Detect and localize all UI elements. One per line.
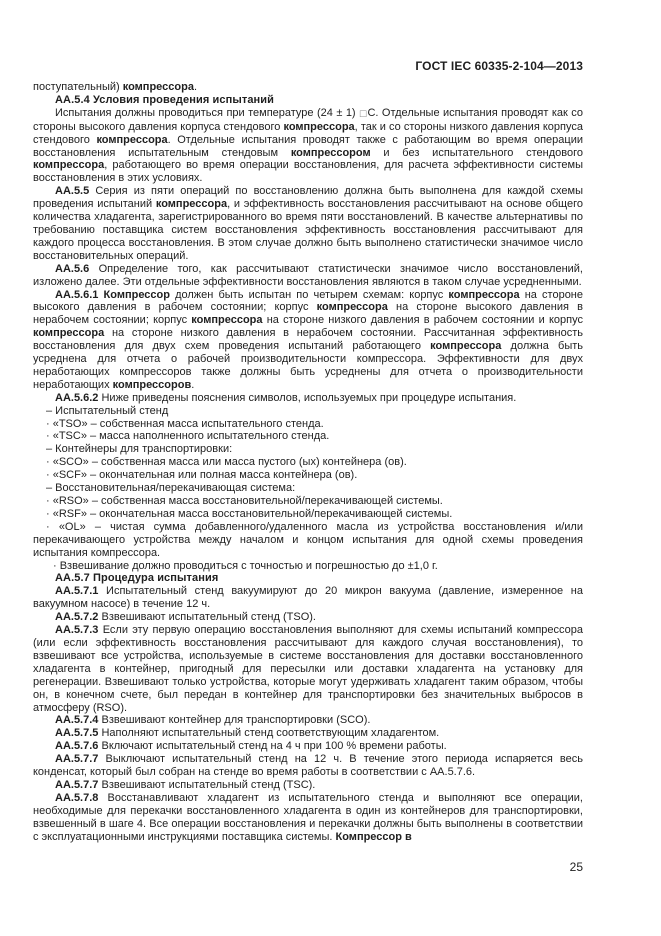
paragraph: АА.5.7.7 Выключают испытательный стенд на 12 ч. В течение этого периода испаряется весь конденсат, который был собран на стенде во время работы в соответствии с АА.5.7.6. [33,753,583,779]
paragraph: АА.5.7.6 Включают испытательный стенд на 4 ч при 100 % времени работы. [55,740,447,753]
list-item: · «SCF» – окончательная или полная масса контейнера (ов). [46,469,358,482]
list-item: – Контейнеры для транспортировки: [46,443,233,456]
document-body [33,81,583,843]
list-item: · «SCO» – собственная масса или масса пустого (ых) контейнера (ов). [46,456,407,469]
missing-glyph-box: □ [359,108,368,119]
paragraph: АА.5.5 Серия из пяти операций по восстановлению должна быть выполнена для каждой схемы проведения испытаний компрессора, и эффективность восстановления рассчитывают на основе общего количества хладагента, зарегистрированного во время пяти восстановлений. В качестве альтернативы по требованию поставщика систем восстановления эффективность восстановления рассчитывают для каждого процесса восстановления. В этом случае должно быть выполнено статистически значимое число восстановительных операций. [33,185,583,262]
paragraph: АА.5.7.7 Взвешивают испытательный стенд (TSC). [55,778,316,791]
list-item: · «RSO» – собственная масса восстановительной/перекачивающей системы. [46,495,443,507]
list-item: · «TSC» – масса наполненного испытательного стенда. [46,430,330,443]
list-item: · «RSF» – окончательная масса восстановительной/перекачивающей системы. [46,507,453,520]
paragraph: АА.5.7.3 Если эту первую операцию восстановления выполняют для схемы испытаний компрессора (или если эффективность восстановления рассчитывают для каждого случая восстановления), то взвешивают все устройства, используемые в системе восстановления для доставки восстановленного хладагента в контейнер, пригодный для пересылки или доставки хладагента на установку для регенерации. Взвешивают только устройства, которые могут удерживать хладагент таким образом, чтобы он, в конечном счете, был передан в контейнер для транспортировки без значительных выбросов в атмосферу (RSO). [33,624,583,714]
paragraph: АА.5.7.2 Взвешивают испытательный стенд (TSO). [55,611,316,624]
paragraph: АА.5.7.1 Испытательный стенд вакуумируют до 20 микрон вакуума (давление, измеренное на вакуумном насосе) в течение 12 ч. [33,585,583,611]
list-item: · Взвешивание должно проводиться с точностью и погрешностью до ±1,0 г. [53,559,438,572]
paragraph: АА.5.6 Определение того, как рассчитывают статистически значимое число восстановлений, изложено далее. Эти отдельные эффективности восстановления являются в таком случае усредненными. [33,262,583,288]
list-item: – Восстановительная/перекачивающая система: [46,482,296,495]
paragraph: поступательный) компрессора. [33,81,197,93]
paragraph: АА.5.7.5 Наполняют испытательный стенд соответствующим хладагентом. [55,727,440,740]
paragraph: Испытания должны проводиться при температуре (24 ± 1) □С. Отдельные испытания проводят как со стороны высокого давления корпуса стендового компрессора, так и со стороны низкого давления корпуса стендового компрессора. Отдельные испытания проводят также с работающим во время операции восстановления испытательным стендовым компрессором и без испытательного стендового компрессора, работающего во время операции восстановления, для расчета эффективности системы восстановления в этих условиях. [33,106,584,185]
list-item: · «OL» – чистая сумма добавленного/удаленного масла из устройства восстановления и/или перекачивающего устройства между началом и концом испытания для одной схемы проведения испытания компрессора. [33,520,583,559]
paragraph: АА.5.6.2 Ниже приведены пояснения символов, используемых при процедуре испытания. [55,391,517,404]
paragraph: АА.5.7.8 Восстанавливают хладагент из испытательного стенда и выполняют все операции, необходимые для перекачки восстановленного хладагента в один из контейнеров для транспортировки, взвешенный в шаге 4. Все операции восстановления и перекачки должны быть выполнены в соответствии с эксплуатационными инструкциями поставщика системы. Компрессор в [33,791,583,843]
running-header-standard-code: ГОСТ IEC 60335-2-104—2013 [415,59,583,73]
page-number: 25 [569,860,583,874]
paragraph: АА.5.7.4 Взвешивают контейнер для транспортировки (SCO). [55,714,371,727]
section-heading: АА.5.4 Условия проведения испытаний [55,93,275,106]
paragraph: АА.5.6.1 Компрессор должен быть испытан по четырем схемам: корпус компрессора на стороне высокого давления в рабочем состоянии; корпус компрессора на стороне высокого давления в нерабочем состоянии; корпус компрессора на стороне низкого давления в рабочем состоянии и корпус компрессора на стороне низкого давления в нерабочем состоянии. Рассчитанная эффективность восстановления для двух схем проведения испытаний работающего компрессора должна быть усреднена для отчета о рабочей производительности компрессора. Эффективности для двух неработающих компрессоров также должны быть усреднены для отчета о производительности неработающих компрессоров. [33,288,584,391]
list-item: – Испытательный стенд [46,404,169,417]
section-heading: АА.5.7 Процедура испытания [55,572,219,585]
list-item: · «TSO» – собственная масса испытательного стенда. [46,417,324,430]
